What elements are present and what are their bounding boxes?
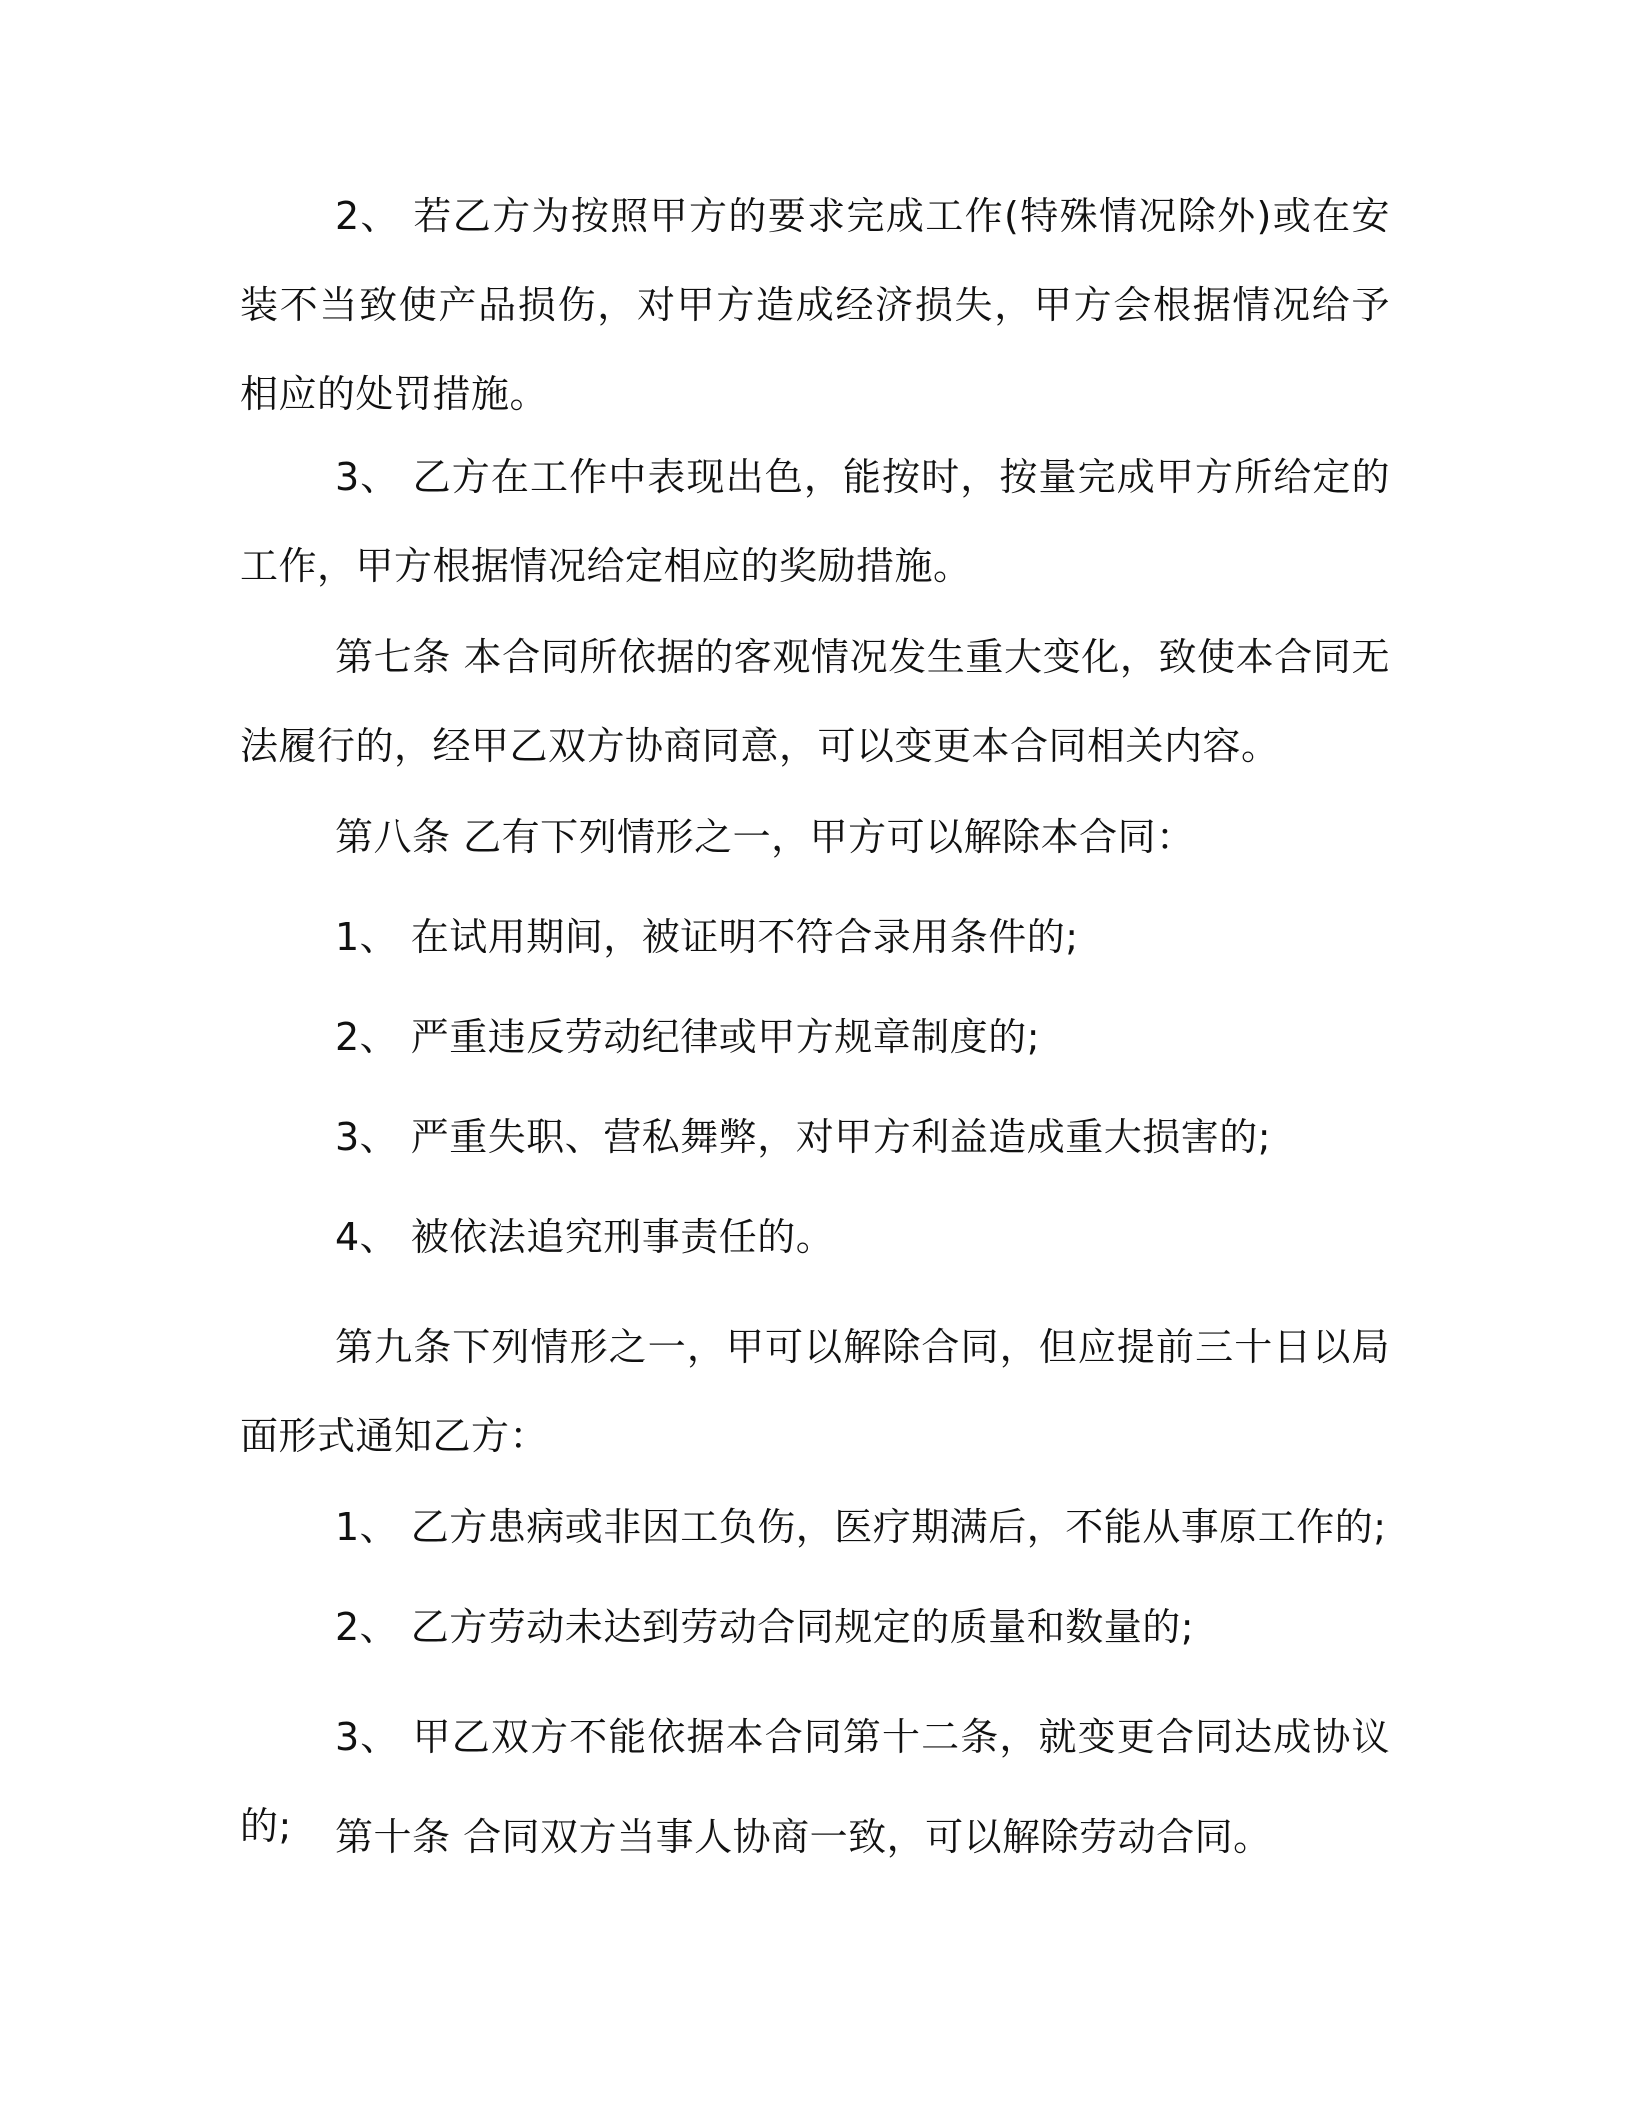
list-item-clause-8-2: 2、 严重违反劳动纪律或甲方规章制度的; xyxy=(335,1015,1041,1059)
list-item-clause-8-4: 4、 被依法追究刑事责任的。 xyxy=(335,1215,835,1259)
list-item-clause-9-1: 1、 乙方患病或非因工负伤，医疗期满后，不能从事原工作的; xyxy=(335,1505,1387,1549)
list-item-clause-8-1: 1、 在试用期间，被证明不符合录用条件的; xyxy=(335,915,1079,959)
paragraph-clause-7: 第七条 本合同所依据的客观情况发生重大变化，致使本合同无法履行的，经甲乙双方协商同意，可以变更本合同相关内容。 xyxy=(240,635,1390,768)
list-item-clause-8-3: 3、 严重失职、营私舞弊，对甲方利益造成重大损害的; xyxy=(335,1115,1272,1159)
paragraph-clause-9: 第九条下列情形之一，甲可以解除合同，但应提前三十日以局面形式通知乙方： xyxy=(240,1325,1390,1458)
list-item-clause-9-3: 3、 甲乙双方不能依据本合同第十二条，就变更合同达成协议的; xyxy=(240,1715,1390,1848)
paragraph-clause-8: 第八条 乙有下列情形之一，甲方可以解除本合同： xyxy=(335,815,1195,859)
list-item-clause-9-2: 2、 乙方劳动未达到劳动合同规定的质量和数量的; xyxy=(335,1605,1195,1649)
paragraph-clause-6-item-3: 3、 乙方在工作中表现出色，能按时，按量完成甲方所给定的工作，甲方根据情况给定相应的奖励措施。 xyxy=(240,455,1390,588)
paragraph-clause-10: 第十条 合同双方当事人协商一致，可以解除劳动合同。 xyxy=(335,1815,1272,1859)
paragraph-clause-6-item-2: 2、 若乙方为按照甲方的要求完成工作(特殊情况除外)或在安装不当致使产品损伤，对甲方造成经济损失，甲方会根据情况给予相应的处罚措施。 xyxy=(240,194,1390,416)
